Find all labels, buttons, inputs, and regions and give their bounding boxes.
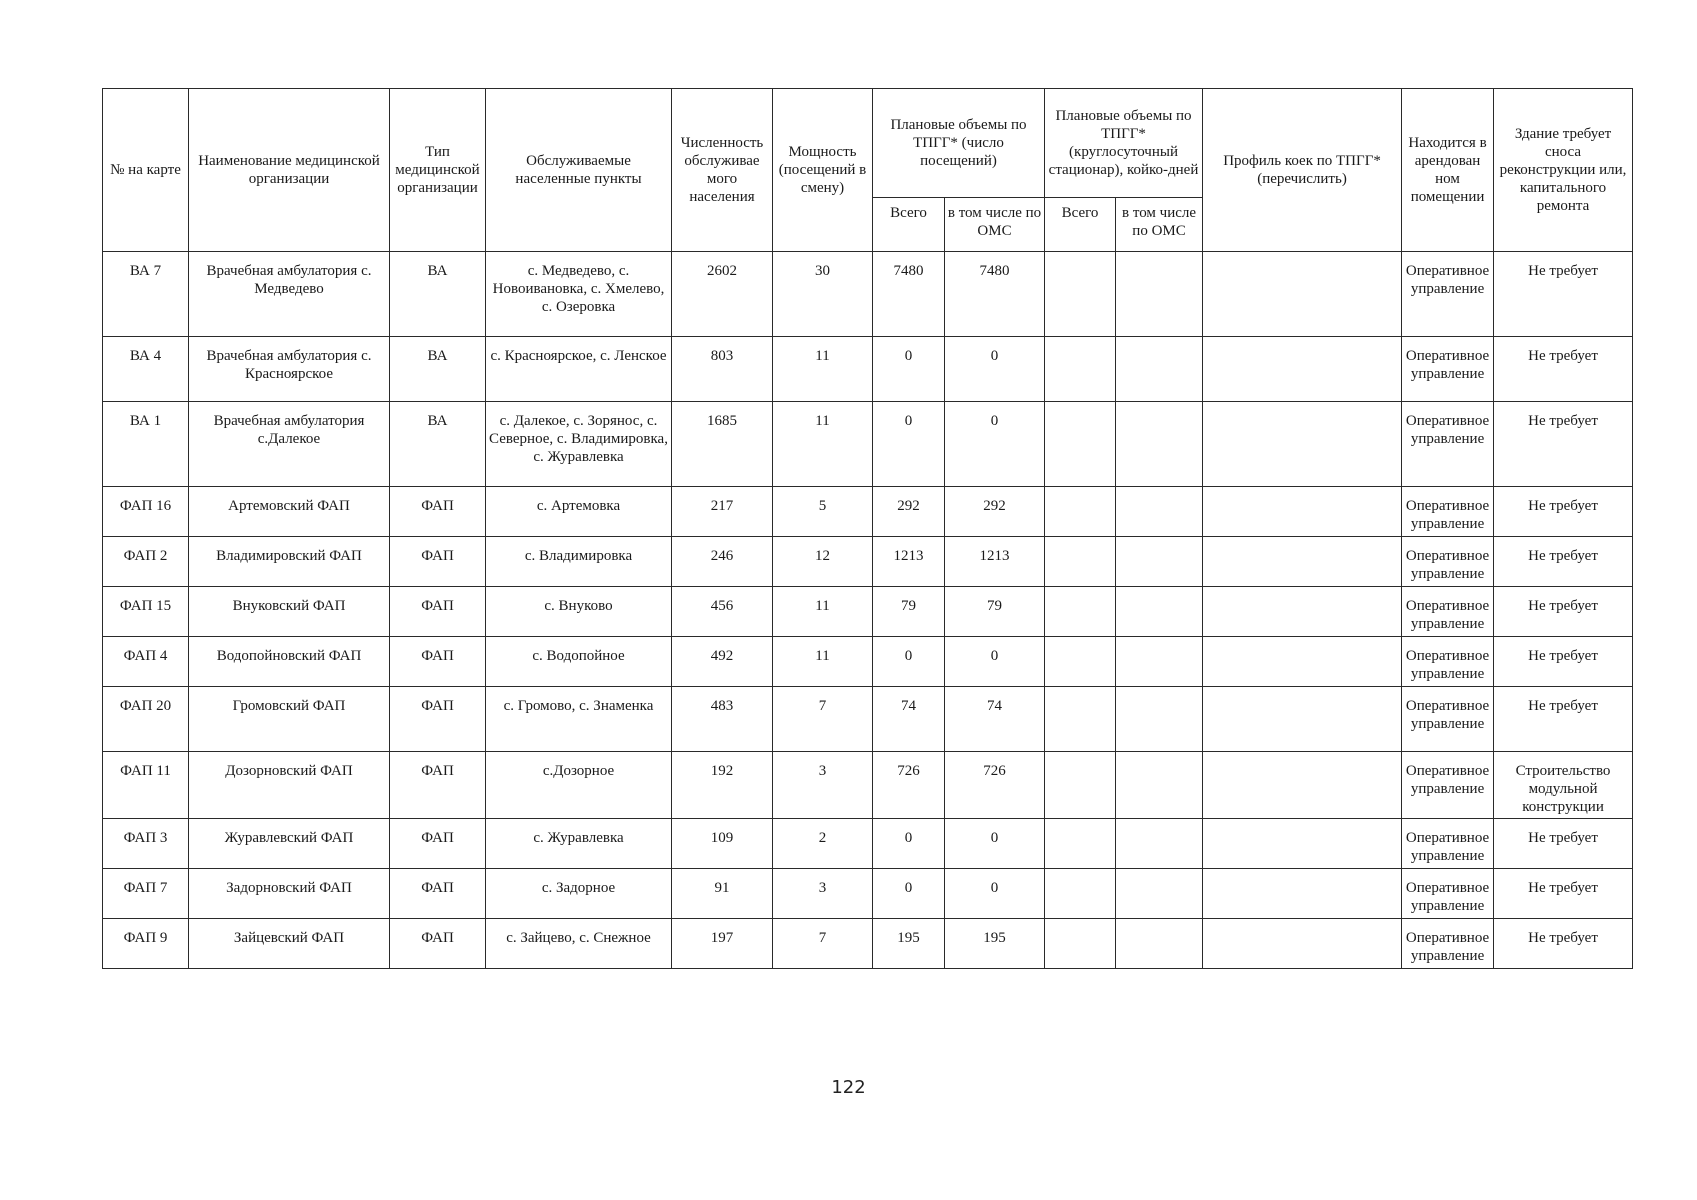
cell-settlements: с. Задорное — [486, 869, 672, 919]
cell-profile — [1203, 919, 1402, 969]
cell-name: Водопойновский ФАП — [189, 637, 390, 687]
cell-building: Не требует — [1494, 919, 1633, 969]
cell-profile — [1203, 337, 1402, 402]
cell-name: Артемовский ФАП — [189, 487, 390, 537]
table-row — [103, 919, 1633, 969]
cell-beds-total — [1045, 637, 1116, 687]
cell-visits-total: 195 — [873, 919, 945, 969]
cell-map-no: ВА 4 — [103, 337, 189, 402]
cell-beds-total — [1045, 587, 1116, 637]
header-population: Численность обслуживае мого населения — [672, 89, 773, 252]
header-org-type: Тип медицинской организации — [390, 89, 486, 252]
header-bed-profile: Профиль коек по ТПГГ* (перечислить) — [1203, 89, 1402, 252]
table-row — [103, 587, 1633, 637]
cell-rented: Оперативное управление — [1402, 919, 1494, 969]
cell-building: Не требует — [1494, 487, 1633, 537]
table-row — [103, 637, 1633, 687]
cell-rented: Оперативное управление — [1402, 537, 1494, 587]
cell-capacity: 11 — [773, 337, 873, 402]
cell-beds-oms — [1116, 537, 1203, 587]
cell-name: Задорновский ФАП — [189, 869, 390, 919]
cell-rented: Оперативное управление — [1402, 752, 1494, 819]
cell-type: ФАП — [390, 587, 486, 637]
cell-beds-total — [1045, 402, 1116, 487]
cell-profile — [1203, 752, 1402, 819]
cell-visits-total: 0 — [873, 819, 945, 869]
cell-building: Строительство модульной конструкции — [1494, 752, 1633, 819]
cell-settlements: с. Владимировка — [486, 537, 672, 587]
table-body — [103, 252, 1633, 969]
cell-name: Владимировский ФАП — [189, 537, 390, 587]
cell-capacity: 11 — [773, 637, 873, 687]
table-row — [103, 487, 1633, 537]
cell-capacity: 2 — [773, 819, 873, 869]
cell-profile — [1203, 587, 1402, 637]
cell-beds-oms — [1116, 752, 1203, 819]
cell-name: Громовский ФАП — [189, 687, 390, 752]
cell-rented: Оперативное управление — [1402, 687, 1494, 752]
cell-beds-total — [1045, 252, 1116, 337]
cell-visits-total: 292 — [873, 487, 945, 537]
cell-visits-oms: 0 — [945, 819, 1045, 869]
cell-beds-oms — [1116, 337, 1203, 402]
cell-name: Врачебная амбулатория с. Медведево — [189, 252, 390, 337]
cell-profile — [1203, 487, 1402, 537]
cell-population: 456 — [672, 587, 773, 637]
cell-population: 109 — [672, 819, 773, 869]
cell-capacity: 7 — [773, 919, 873, 969]
cell-beds-oms — [1116, 819, 1203, 869]
cell-capacity: 7 — [773, 687, 873, 752]
cell-capacity: 11 — [773, 402, 873, 487]
cell-map-no: ФАП 15 — [103, 587, 189, 637]
cell-settlements: с. Внуково — [486, 587, 672, 637]
cell-type: ВА — [390, 252, 486, 337]
table-row — [103, 869, 1633, 919]
cell-beds-oms — [1116, 687, 1203, 752]
cell-map-no: ФАП 16 — [103, 487, 189, 537]
cell-visits-oms: 726 — [945, 752, 1045, 819]
document-sheet — [102, 88, 1632, 969]
cell-name: Зайцевский ФАП — [189, 919, 390, 969]
cell-profile — [1203, 869, 1402, 919]
cell-type: ФАП — [390, 537, 486, 587]
cell-beds-oms — [1116, 637, 1203, 687]
header-visits-plan: Плановые объемы по ТПГГ* (число посещений) — [873, 89, 1045, 198]
cell-beds-oms — [1116, 252, 1203, 337]
cell-rented: Оперативное управление — [1402, 337, 1494, 402]
table-row — [103, 819, 1633, 869]
cell-visits-total: 0 — [873, 869, 945, 919]
header-capacity: Мощность (посещений в смену) — [773, 89, 873, 252]
cell-rented: Оперативное управление — [1402, 869, 1494, 919]
header-building: Здание требует сноса реконструкции или, капитального ремонта — [1494, 89, 1633, 252]
cell-type: ВА — [390, 402, 486, 487]
cell-building: Не требует — [1494, 687, 1633, 752]
header-map-no: № на карте — [103, 89, 189, 252]
cell-beds-oms — [1116, 587, 1203, 637]
cell-building: Не требует — [1494, 537, 1633, 587]
header-settlements: Обслуживаемые населенные пункты — [486, 89, 672, 252]
cell-building: Не требует — [1494, 819, 1633, 869]
header-visits-total: Всего — [873, 198, 945, 252]
cell-settlements: с. Зайцево, с. Снежное — [486, 919, 672, 969]
cell-settlements: с.Дозорное — [486, 752, 672, 819]
cell-capacity: 30 — [773, 252, 873, 337]
cell-rented: Оперативное управление — [1402, 402, 1494, 487]
cell-visits-total: 7480 — [873, 252, 945, 337]
cell-population: 2602 — [672, 252, 773, 337]
cell-settlements: с. Громово, с. Знаменка — [486, 687, 672, 752]
cell-visits-oms: 74 — [945, 687, 1045, 752]
cell-map-no: ФАП 2 — [103, 537, 189, 587]
cell-population: 91 — [672, 869, 773, 919]
cell-map-no: ФАП 4 — [103, 637, 189, 687]
cell-map-no: ФАП 3 — [103, 819, 189, 869]
cell-building: Не требует — [1494, 252, 1633, 337]
cell-population: 1685 — [672, 402, 773, 487]
cell-name: Врачебная амбулатория с.Далекое — [189, 402, 390, 487]
cell-rented: Оперативное управление — [1402, 819, 1494, 869]
header-beds-plan: Плановые объемы по ТПГГ* (круглосуточный стационар), койко-дней — [1045, 89, 1203, 198]
cell-beds-oms — [1116, 487, 1203, 537]
cell-beds-oms — [1116, 919, 1203, 969]
header-beds-oms: в том числе по ОМС — [1116, 198, 1203, 252]
cell-capacity: 12 — [773, 537, 873, 587]
table-row — [103, 752, 1633, 819]
cell-visits-total: 1213 — [873, 537, 945, 587]
cell-population: 246 — [672, 537, 773, 587]
cell-profile — [1203, 537, 1402, 587]
table-row — [103, 537, 1633, 587]
cell-map-no: ФАП 20 — [103, 687, 189, 752]
cell-visits-oms: 7480 — [945, 252, 1045, 337]
header-org-name: Наименование медицинской организации — [189, 89, 390, 252]
cell-beds-oms — [1116, 869, 1203, 919]
table-row — [103, 687, 1633, 752]
cell-map-no: ВА 7 — [103, 252, 189, 337]
cell-visits-oms: 0 — [945, 869, 1045, 919]
cell-population: 483 — [672, 687, 773, 752]
cell-building: Не требует — [1494, 587, 1633, 637]
cell-visits-total: 0 — [873, 337, 945, 402]
cell-profile — [1203, 687, 1402, 752]
cell-population: 803 — [672, 337, 773, 402]
cell-rented: Оперативное управление — [1402, 487, 1494, 537]
cell-beds-total — [1045, 819, 1116, 869]
cell-visits-total: 74 — [873, 687, 945, 752]
cell-rented: Оперативное управление — [1402, 587, 1494, 637]
cell-capacity: 5 — [773, 487, 873, 537]
medical-organizations-table — [102, 88, 1633, 969]
header-beds-total: Всего — [1045, 198, 1116, 252]
cell-settlements: с. Далекое, с. Зорянос, с. Северное, с. Владимировка, с. Журавлевка — [486, 402, 672, 487]
cell-type: ФАП — [390, 637, 486, 687]
cell-beds-total — [1045, 919, 1116, 969]
cell-beds-total — [1045, 687, 1116, 752]
cell-profile — [1203, 819, 1402, 869]
cell-population: 217 — [672, 487, 773, 537]
cell-visits-oms: 1213 — [945, 537, 1045, 587]
cell-type: ФАП — [390, 487, 486, 537]
table-row — [103, 402, 1633, 487]
cell-beds-total — [1045, 537, 1116, 587]
cell-type: ФАП — [390, 752, 486, 819]
cell-map-no: ФАП 9 — [103, 919, 189, 969]
cell-population: 197 — [672, 919, 773, 969]
page-number: 122 — [831, 1077, 866, 1098]
cell-settlements: с. Артемовка — [486, 487, 672, 537]
cell-name: Врачебная амбулатория с. Красноярское — [189, 337, 390, 402]
cell-visits-total: 79 — [873, 587, 945, 637]
cell-type: ФАП — [390, 819, 486, 869]
cell-name: Журавлевский ФАП — [189, 819, 390, 869]
cell-building: Не требует — [1494, 869, 1633, 919]
cell-population: 192 — [672, 752, 773, 819]
cell-visits-oms: 0 — [945, 637, 1045, 687]
header-rented: Находится в арендован ном помещении — [1402, 89, 1494, 252]
cell-beds-total — [1045, 337, 1116, 402]
cell-type: ФАП — [390, 869, 486, 919]
cell-name: Дозорновский ФАП — [189, 752, 390, 819]
cell-profile — [1203, 252, 1402, 337]
cell-capacity: 3 — [773, 752, 873, 819]
header-visits-oms: в том числе по ОМС — [945, 198, 1045, 252]
cell-settlements: с. Красноярское, с. Ленское — [486, 337, 672, 402]
cell-settlements: с. Медведево, с. Новоивановка, с. Хмелево, с. Озеровка — [486, 252, 672, 337]
cell-capacity: 3 — [773, 869, 873, 919]
cell-visits-oms: 195 — [945, 919, 1045, 969]
cell-type: ФАП — [390, 919, 486, 969]
cell-name: Внуковский ФАП — [189, 587, 390, 637]
cell-beds-total — [1045, 487, 1116, 537]
table-row — [103, 337, 1633, 402]
cell-capacity: 11 — [773, 587, 873, 637]
cell-building: Не требует — [1494, 637, 1633, 687]
cell-population: 492 — [672, 637, 773, 687]
cell-type: ФАП — [390, 687, 486, 752]
cell-visits-oms: 0 — [945, 337, 1045, 402]
cell-building: Не требует — [1494, 402, 1633, 487]
cell-visits-oms: 292 — [945, 487, 1045, 537]
cell-map-no: ФАП 11 — [103, 752, 189, 819]
cell-visits-oms: 79 — [945, 587, 1045, 637]
cell-profile — [1203, 402, 1402, 487]
cell-rented: Оперативное управление — [1402, 252, 1494, 337]
cell-map-no: ВА 1 — [103, 402, 189, 487]
table-header — [103, 89, 1633, 252]
cell-rented: Оперативное управление — [1402, 637, 1494, 687]
cell-beds-oms — [1116, 402, 1203, 487]
table-row — [103, 252, 1633, 337]
cell-building: Не требует — [1494, 337, 1633, 402]
cell-visits-total: 726 — [873, 752, 945, 819]
cell-map-no: ФАП 7 — [103, 869, 189, 919]
cell-settlements: с. Журавлевка — [486, 819, 672, 869]
cell-visits-total: 0 — [873, 402, 945, 487]
cell-beds-total — [1045, 869, 1116, 919]
cell-beds-total — [1045, 752, 1116, 819]
cell-visits-oms: 0 — [945, 402, 1045, 487]
cell-visits-total: 0 — [873, 637, 945, 687]
cell-profile — [1203, 637, 1402, 687]
cell-type: ВА — [390, 337, 486, 402]
cell-settlements: с. Водопойное — [486, 637, 672, 687]
